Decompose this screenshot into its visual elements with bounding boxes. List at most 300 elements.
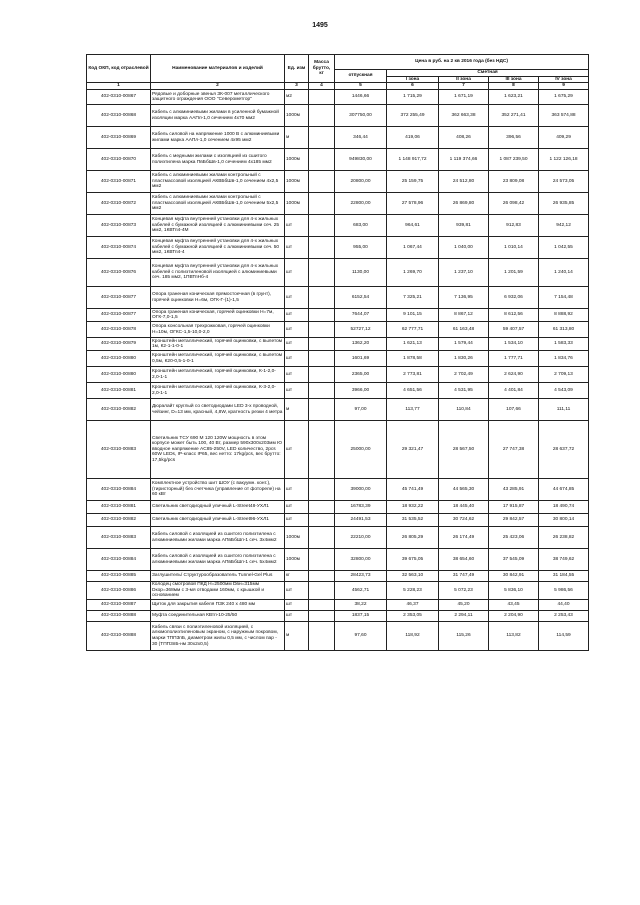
row-unit: шт bbox=[285, 501, 309, 514]
row-mass bbox=[309, 215, 335, 237]
row-code: 402-0310-00884 bbox=[87, 549, 151, 571]
table-row bbox=[87, 351, 589, 367]
row-code: 402-0310-00883 bbox=[87, 527, 151, 549]
row-name: Опора консольная трехрожковая, горячей оцинковки Н=10м, ОГКС-1,5-10,0-2,0 bbox=[151, 322, 285, 338]
row-release-price: 949830,00 bbox=[335, 149, 387, 171]
table-row bbox=[87, 549, 589, 571]
table-row bbox=[87, 237, 589, 259]
row-zone1-price: 25 159,75 bbox=[387, 171, 439, 193]
row-zone1-price: 9 101,15 bbox=[387, 309, 439, 322]
row-zone4-price: 24 573,05 bbox=[539, 171, 589, 193]
row-code: 402-0310-00876 bbox=[87, 259, 151, 287]
header-release: отпускная bbox=[335, 70, 387, 83]
row-code: 402-0310-00868 bbox=[87, 105, 151, 127]
row-code: 402-0310-00871 bbox=[87, 171, 151, 193]
row-mass bbox=[309, 571, 335, 582]
row-zone4-price: 8 888,92 bbox=[539, 309, 589, 322]
row-zone2-price: 939,81 bbox=[439, 215, 489, 237]
row-zone1-price: 1 715,29 bbox=[387, 90, 439, 105]
row-zone2-price: 1 040,00 bbox=[439, 237, 489, 259]
row-name: Комплектное устройство шит ШОУ (с вакуумн. конт.), (тиристорный) без счетчика (управление от фотореле) на 60 кВт bbox=[151, 479, 285, 501]
row-release-price: 1837,15 bbox=[335, 610, 387, 621]
row-unit: шт bbox=[285, 338, 309, 351]
row-name: Щиток для закрытия кабеля ПЗК 240 х 480 мм bbox=[151, 599, 285, 610]
row-zone3-price: 43 285,91 bbox=[489, 479, 539, 501]
row-zone1-price: 62 777,71 bbox=[387, 322, 439, 338]
row-zone4-price: 26 935,85 bbox=[539, 193, 589, 215]
header-price-title: Цена в руб. на 2 кв 2016 года (без НДС) bbox=[335, 55, 589, 70]
row-code: 402-0310-00880 bbox=[87, 367, 151, 383]
row-zone4-price: 1 675,29 bbox=[539, 90, 589, 105]
table-row bbox=[87, 514, 589, 527]
row-name: Заглушитель/ Структурообразователь Tunnel-Gel Plus bbox=[151, 571, 285, 582]
table-row bbox=[87, 527, 589, 549]
row-zone3-price: 2 204,90 bbox=[489, 610, 539, 621]
row-zone3-price: 59 407,57 bbox=[489, 322, 539, 338]
row-zone2-price: 1 237,10 bbox=[439, 259, 489, 287]
row-name: Кабель с медными жилами с изоляцией из сшитого полиэтилена марка ПвБбШв-1,0 сечением 4х185 мм2 bbox=[151, 149, 285, 171]
row-mass bbox=[309, 383, 335, 399]
row-zone4-price: 942,12 bbox=[539, 215, 589, 237]
row-zone3-price: 107,66 bbox=[489, 399, 539, 421]
row-zone3-price: 6 932,06 bbox=[489, 287, 539, 309]
row-release-price: 683,00 bbox=[335, 215, 387, 237]
row-zone4-price: 38 749,62 bbox=[539, 549, 589, 571]
column-number: 1 bbox=[87, 83, 151, 90]
row-unit: шт bbox=[285, 514, 309, 527]
row-code: 402-0310-00873 bbox=[87, 215, 151, 237]
row-name: Кронштейн металлический, горячей оцинковки, с вылетом 1м, К2-1-1-0-1 bbox=[151, 338, 285, 351]
table-row bbox=[87, 571, 589, 582]
row-name: Кронштейн металлический, горячей оцинковки, К-3-2,0-2,0-1-1 bbox=[151, 383, 285, 399]
row-zone3-price: 8 612,56 bbox=[489, 309, 539, 322]
row-zone4-price: 26 238,82 bbox=[539, 527, 589, 549]
column-number: 5 bbox=[335, 83, 387, 90]
row-name: Рядовые и доборные звенья ЗК-007 металлического защитного ограждения ООО "Северометгор" bbox=[151, 90, 285, 105]
row-zone4-price: 31 184,55 bbox=[539, 571, 589, 582]
row-unit: шт bbox=[285, 599, 309, 610]
row-zone2-price: 31 747,49 bbox=[439, 571, 489, 582]
row-name: Концевая муфта внутренней установки для 4-х жильных кабелей с бумажной изоляцией с алюминиевыми сеч. 50 мм2, 1КВТп4-4 bbox=[151, 237, 285, 259]
row-unit: 1000м bbox=[285, 549, 309, 571]
table-body bbox=[87, 90, 589, 651]
table-row bbox=[87, 105, 589, 127]
row-zone4-price: 1 042,55 bbox=[539, 237, 589, 259]
row-zone4-price: 18 490,74 bbox=[539, 501, 589, 514]
row-name: Колодец смотровой ПКД Н=2500мм Dвн=315мм Dкор=368мм с 3-мя отводами 160мм, с крышкой и основанием bbox=[151, 582, 285, 600]
row-release-price: 97,00 bbox=[335, 399, 387, 421]
row-release-price: 6152,54 bbox=[335, 287, 387, 309]
row-zone2-price: 45,20 bbox=[439, 599, 489, 610]
row-name: Муфта соединительная КВтп-10-25/50 bbox=[151, 610, 285, 621]
row-code: 402-0310-00879 bbox=[87, 338, 151, 351]
row-unit: шт bbox=[285, 351, 309, 367]
row-release-price: 25000,00 bbox=[335, 421, 387, 479]
row-zone1-price: 118,92 bbox=[387, 621, 439, 650]
table-row bbox=[87, 479, 589, 501]
row-code: 402-0310-00886 bbox=[87, 582, 151, 600]
row-release-price: 1601,69 bbox=[335, 351, 387, 367]
row-zone2-price: 1 830,26 bbox=[439, 351, 489, 367]
row-code: 402-0310-00877 bbox=[87, 309, 151, 322]
price-table bbox=[86, 54, 589, 651]
row-zone1-price: 18 932,22 bbox=[387, 501, 439, 514]
row-unit: шт bbox=[285, 237, 309, 259]
row-zone4-price: 363 574,88 bbox=[539, 105, 589, 127]
row-zone3-price: 1 201,59 bbox=[489, 259, 539, 287]
row-zone3-price: 1 623,21 bbox=[489, 90, 539, 105]
header-zone2: II зона bbox=[439, 76, 489, 83]
row-zone3-price: 4 401,84 bbox=[489, 383, 539, 399]
row-code: 402-0310-00878 bbox=[87, 322, 151, 338]
row-zone4-price: 2 253,43 bbox=[539, 610, 589, 621]
row-zone1-price: 2 773,81 bbox=[387, 367, 439, 383]
row-mass bbox=[309, 90, 335, 105]
row-mass bbox=[309, 514, 335, 527]
row-zone1-price: 1 621,13 bbox=[387, 338, 439, 351]
row-code: 402-0310-00880 bbox=[87, 351, 151, 367]
row-unit: шт bbox=[285, 287, 309, 309]
row-release-price: 1362,20 bbox=[335, 338, 387, 351]
row-mass bbox=[309, 127, 335, 149]
row-zone1-price: 4 651,56 bbox=[387, 383, 439, 399]
row-unit: шт bbox=[285, 215, 309, 237]
header-code: Код ОКП, код отраслевой bbox=[87, 55, 151, 83]
row-zone4-price: 1 240,14 bbox=[539, 259, 589, 287]
row-zone3-price: 352 271,41 bbox=[489, 105, 539, 127]
row-zone1-price: 26 805,29 bbox=[387, 527, 439, 549]
row-zone2-price: 26 869,80 bbox=[439, 193, 489, 215]
row-zone2-price: 2 294,11 bbox=[439, 610, 489, 621]
row-zone4-price: 7 154,48 bbox=[539, 287, 589, 309]
table-row bbox=[87, 421, 589, 479]
row-zone1-price: 1 148 917,72 bbox=[387, 149, 439, 171]
row-zone2-price: 408,26 bbox=[439, 127, 489, 149]
row-zone1-price: 46,37 bbox=[387, 599, 439, 610]
table-row bbox=[87, 309, 589, 322]
table-row bbox=[87, 193, 589, 215]
row-unit: шт bbox=[285, 582, 309, 600]
row-zone3-price: 17 915,87 bbox=[489, 501, 539, 514]
row-zone3-price: 30 842,91 bbox=[489, 571, 539, 582]
row-release-price: 28423,73 bbox=[335, 571, 387, 582]
row-code: 402-0310-00888 bbox=[87, 621, 151, 650]
row-code: 402-0310-00872 bbox=[87, 193, 151, 215]
row-code: 402-0310-00882 bbox=[87, 399, 151, 421]
row-mass bbox=[309, 367, 335, 383]
row-zone3-price: 25 423,06 bbox=[489, 527, 539, 549]
row-zone3-price: 23 809,08 bbox=[489, 171, 539, 193]
table-row bbox=[87, 599, 589, 610]
header-unit: Ед. изм bbox=[285, 55, 309, 83]
row-code: 402-0310-00869 bbox=[87, 127, 151, 149]
row-mass bbox=[309, 105, 335, 127]
column-number: 8 bbox=[489, 83, 539, 90]
row-release-price: 32800,00 bbox=[335, 549, 387, 571]
row-mass bbox=[309, 287, 335, 309]
table-row bbox=[87, 383, 589, 399]
row-release-price: 97,60 bbox=[335, 621, 387, 650]
row-unit: шт bbox=[285, 610, 309, 621]
table-row bbox=[87, 582, 589, 600]
row-zone1-price: 5 228,23 bbox=[387, 582, 439, 600]
row-zone3-price: 1 534,10 bbox=[489, 338, 539, 351]
row-zone4-price: 4 543,09 bbox=[539, 383, 589, 399]
row-zone3-price: 1 777,71 bbox=[489, 351, 539, 367]
row-zone3-price: 5 836,10 bbox=[489, 582, 539, 600]
row-release-price: 38,22 bbox=[335, 599, 387, 610]
row-code: 402-0310-00885 bbox=[87, 571, 151, 582]
column-number: 2 bbox=[151, 83, 285, 90]
row-code: 402-0310-00867 bbox=[87, 90, 151, 105]
row-unit: м bbox=[285, 127, 309, 149]
table-row bbox=[87, 501, 589, 514]
row-release-price: 7644,07 bbox=[335, 309, 387, 322]
row-release-price: 346,44 bbox=[335, 127, 387, 149]
row-zone1-price: 964,61 bbox=[387, 215, 439, 237]
row-mass bbox=[309, 322, 335, 338]
table-row bbox=[87, 610, 589, 621]
row-unit: шт bbox=[285, 322, 309, 338]
row-zone4-price: 111,11 bbox=[539, 399, 589, 421]
row-zone1-price: 1 878,58 bbox=[387, 351, 439, 367]
row-zone4-price: 28 637,72 bbox=[539, 421, 589, 479]
row-code: 402-0310-00884 bbox=[87, 479, 151, 501]
row-zone3-price: 2 624,90 bbox=[489, 367, 539, 383]
row-zone2-price: 28 567,50 bbox=[439, 421, 489, 479]
row-zone4-price: 44 674,85 bbox=[539, 479, 589, 501]
row-zone2-price: 7 136,95 bbox=[439, 287, 489, 309]
row-name: Кабель силовой с изоляцией из сшитого полиэтилена с алюминиевыми жилами марка АПвБбШп-1 сеч. 3х4мм2 bbox=[151, 527, 285, 549]
row-zone2-price: 2 702,49 bbox=[439, 367, 489, 383]
row-zone3-price: 26 098,42 bbox=[489, 193, 539, 215]
row-zone2-price: 1 579,44 bbox=[439, 338, 489, 351]
table-row bbox=[87, 215, 589, 237]
row-mass bbox=[309, 549, 335, 571]
header-zone1: I зона bbox=[387, 76, 439, 83]
row-unit: 1000м bbox=[285, 149, 309, 171]
table-row bbox=[87, 259, 589, 287]
row-zone2-price: 1 671,19 bbox=[439, 90, 489, 105]
column-number: 3 bbox=[285, 83, 309, 90]
row-unit: 1000м bbox=[285, 105, 309, 127]
row-unit: шт bbox=[285, 479, 309, 501]
row-zone2-price: 38 654,60 bbox=[439, 549, 489, 571]
row-zone2-price: 44 565,30 bbox=[439, 479, 489, 501]
row-unit: шт bbox=[285, 367, 309, 383]
row-mass bbox=[309, 338, 335, 351]
row-unit: 1000м bbox=[285, 193, 309, 215]
row-zone2-price: 362 663,38 bbox=[439, 105, 489, 127]
page-number: 1495 bbox=[312, 22, 328, 29]
header-zone3: III зона bbox=[489, 76, 539, 83]
row-release-price: 4562,71 bbox=[335, 582, 387, 600]
row-zone3-price: 396,56 bbox=[489, 127, 539, 149]
row-unit: м bbox=[285, 621, 309, 650]
column-number-row bbox=[87, 83, 589, 90]
column-number: 7 bbox=[439, 83, 489, 90]
row-unit: 1000м bbox=[285, 527, 309, 549]
row-code: 402-0310-00882 bbox=[87, 514, 151, 527]
row-release-price: 39000,00 bbox=[335, 479, 387, 501]
row-name: Концевая муфта внутренней установки для 4-х жильных кабелей с полиэтиленовой изоляцией с алюминиевыми сеч. 185 мм2, 1ПВТпНб-4 bbox=[151, 259, 285, 287]
row-zone1-price: 419,06 bbox=[387, 127, 439, 149]
table-row bbox=[87, 322, 589, 338]
row-mass bbox=[309, 599, 335, 610]
row-zone4-price: 114,59 bbox=[539, 621, 589, 650]
row-zone3-price: 27 747,38 bbox=[489, 421, 539, 479]
row-zone1-price: 31 535,52 bbox=[387, 514, 439, 527]
row-mass bbox=[309, 479, 335, 501]
table-row bbox=[87, 171, 589, 193]
row-zone3-price: 1 010,14 bbox=[489, 237, 539, 259]
row-unit: м2 bbox=[285, 90, 309, 105]
row-mass bbox=[309, 610, 335, 621]
table-row bbox=[87, 367, 589, 383]
row-mass bbox=[309, 351, 335, 367]
row-zone4-price: 5 986,56 bbox=[539, 582, 589, 600]
row-zone2-price: 26 174,49 bbox=[439, 527, 489, 549]
row-release-price: 3966,00 bbox=[335, 383, 387, 399]
row-release-price: 20800,00 bbox=[335, 171, 387, 193]
row-unit: шт bbox=[285, 259, 309, 287]
column-number: 6 bbox=[387, 83, 439, 90]
row-name: Опора граненая коническая прямостоечная (в грунт), горячей оцинковки Н=6м, ОГК-Г-(1)-1,5 bbox=[151, 287, 285, 309]
row-zone4-price: 44,40 bbox=[539, 599, 589, 610]
row-mass bbox=[309, 399, 335, 421]
row-mass bbox=[309, 171, 335, 193]
row-zone3-price: 912,83 bbox=[489, 215, 539, 237]
row-code: 402-0310-00887 bbox=[87, 599, 151, 610]
row-zone1-price: 45 741,49 bbox=[387, 479, 439, 501]
header-estimated: Сметная bbox=[387, 70, 589, 77]
row-mass bbox=[309, 237, 335, 259]
row-zone3-price: 29 842,57 bbox=[489, 514, 539, 527]
row-mass bbox=[309, 259, 335, 287]
row-name: Концевая муфта внутренней установки для 4-х жильных кабелей с бумажной изоляцией с алюминиевыми сеч. 25 мм2, 1КВТп4-4М bbox=[151, 215, 285, 237]
row-zone2-price: 1 119 374,66 bbox=[439, 149, 489, 171]
row-zone4-price: 409,29 bbox=[539, 127, 589, 149]
header-zone4: IV зона bbox=[539, 76, 589, 83]
row-zone2-price: 18 445,40 bbox=[439, 501, 489, 514]
row-code: 402-0310-00877 bbox=[87, 287, 151, 309]
row-code: 402-0310-00881 bbox=[87, 383, 151, 399]
row-zone1-price: 2 353,05 bbox=[387, 610, 439, 621]
table-row bbox=[87, 338, 589, 351]
table-row bbox=[87, 621, 589, 650]
row-zone1-price: 32 563,10 bbox=[387, 571, 439, 582]
row-release-price: 2365,00 bbox=[335, 367, 387, 383]
row-mass bbox=[309, 421, 335, 479]
row-zone4-price: 1 834,76 bbox=[539, 351, 589, 367]
row-zone4-price: 2 709,13 bbox=[539, 367, 589, 383]
row-zone1-price: 27 578,96 bbox=[387, 193, 439, 215]
row-zone1-price: 39 675,05 bbox=[387, 549, 439, 571]
row-zone2-price: 24 512,80 bbox=[439, 171, 489, 193]
row-unit: шт bbox=[285, 421, 309, 479]
table-row bbox=[87, 287, 589, 309]
row-mass bbox=[309, 501, 335, 514]
row-zone3-price: 43,45 bbox=[489, 599, 539, 610]
row-zone2-price: 61 163,48 bbox=[439, 322, 489, 338]
row-zone4-price: 1 122 126,18 bbox=[539, 149, 589, 171]
row-mass bbox=[309, 309, 335, 322]
row-zone2-price: 30 724,62 bbox=[439, 514, 489, 527]
row-release-price: 1446,66 bbox=[335, 90, 387, 105]
row-release-price: 22800,00 bbox=[335, 193, 387, 215]
header-mass: Масса брутто, кг bbox=[309, 55, 335, 83]
table-header bbox=[87, 55, 589, 90]
row-zone2-price: 5 072,23 bbox=[439, 582, 489, 600]
row-name: Дюралайт круглый со светодиодами LED 3-х проводной, чейзинг, D=13 мм, красный, 4,8W, кратность резки 4 метра bbox=[151, 399, 285, 421]
header-name: Наименование материалов и изделий bbox=[151, 55, 285, 83]
row-code: 402-0310-00883 bbox=[87, 421, 151, 479]
row-name: Кабель силовой с изоляцией из сшитого полиэтилена с алюминиевыми жилами марка АПвБбШп-1 сеч. 5х4мм2 bbox=[151, 549, 285, 571]
row-code: 402-0310-00870 bbox=[87, 149, 151, 171]
row-unit: шт bbox=[285, 383, 309, 399]
row-zone2-price: 4 531,95 bbox=[439, 383, 489, 399]
row-zone2-price: 115,26 bbox=[439, 621, 489, 650]
row-zone3-price: 37 545,09 bbox=[489, 549, 539, 571]
row-zone1-price: 113,77 bbox=[387, 399, 439, 421]
row-zone1-price: 7 325,21 bbox=[387, 287, 439, 309]
row-zone3-price: 113,82 bbox=[489, 621, 539, 650]
row-mass bbox=[309, 527, 335, 549]
row-release-price: 22210,00 bbox=[335, 527, 387, 549]
row-zone4-price: 1 583,33 bbox=[539, 338, 589, 351]
row-name: Кабель связи с полиэтиленовой изоляцией, с алюмополиэтиленовым экраном, с наружным покровом, марки ТПП3пБ, диаметром жилы 0,5 мм, с числом пар - 30 (ТПП3пБ-нм 30х2х0,5) bbox=[151, 621, 285, 650]
column-number: 9 bbox=[539, 83, 589, 90]
row-zone3-price: 1 087 239,50 bbox=[489, 149, 539, 171]
row-zone2-price: 110,84 bbox=[439, 399, 489, 421]
row-name: Кабель с алюминиевыми жилами в усиленной бумажной изоляции марка ААПл-1,0 сечением 4х70 мм2 bbox=[151, 105, 285, 127]
row-release-price: 24491,53 bbox=[335, 514, 387, 527]
row-mass bbox=[309, 621, 335, 650]
row-release-price: 307750,00 bbox=[335, 105, 387, 127]
row-name: Светильник светодиодный уличный L-Street48-УХЛ1 bbox=[151, 501, 285, 514]
row-name: Опора граненая коническая, горячей оцинковки Н=7м, ОГК-7,0-1,5 bbox=[151, 309, 285, 322]
row-release-price: 52727,12 bbox=[335, 322, 387, 338]
row-name: Кронштейн металлический, горячей оцинковки, К-1-2,0-2,0-1-1 bbox=[151, 367, 285, 383]
row-name: Кабель с алюминиевыми жилами контрольный с пластмассовой изоляцией АКВБбШв-1,0 сечением 5х2,5 мм2 bbox=[151, 193, 285, 215]
row-mass bbox=[309, 193, 335, 215]
row-unit: м bbox=[285, 399, 309, 421]
row-mass bbox=[309, 582, 335, 600]
row-code: 402-0310-00881 bbox=[87, 501, 151, 514]
row-code: 402-0310-00874 bbox=[87, 237, 151, 259]
row-name: Кронштейн металлический, горячей оцинковки, с вылетом 0,5м, К20-0,5-1-0-1 bbox=[151, 351, 285, 367]
column-number: 4 bbox=[309, 83, 335, 90]
table-row bbox=[87, 149, 589, 171]
row-unit: 1000м bbox=[285, 171, 309, 193]
table-row bbox=[87, 90, 589, 105]
row-release-price: 955,00 bbox=[335, 237, 387, 259]
row-zone1-price: 29 321,47 bbox=[387, 421, 439, 479]
row-code: 402-0310-00888 bbox=[87, 610, 151, 621]
row-zone2-price: 8 867,12 bbox=[439, 309, 489, 322]
row-mass bbox=[309, 149, 335, 171]
row-zone4-price: 30 800,14 bbox=[539, 514, 589, 527]
row-zone4-price: 61 313,80 bbox=[539, 322, 589, 338]
row-zone1-price: 372 255,49 bbox=[387, 105, 439, 127]
row-zone1-price: 1 269,70 bbox=[387, 259, 439, 287]
row-name: Кабель силовой на напряжение 1000 В с алюминиевыми жилами марка ААПл-1,0 сечением 4х95 мм2 bbox=[151, 127, 285, 149]
row-zone1-price: 1 067,44 bbox=[387, 237, 439, 259]
table-row bbox=[87, 399, 589, 421]
row-name: Кабель с алюминиевыми жилами контрольный с пластмассовой изоляцией АКВБбШв-1,0 сечением 4х2,5 мм2 bbox=[151, 171, 285, 193]
row-release-price: 16783,39 bbox=[335, 501, 387, 514]
table-row bbox=[87, 127, 589, 149]
